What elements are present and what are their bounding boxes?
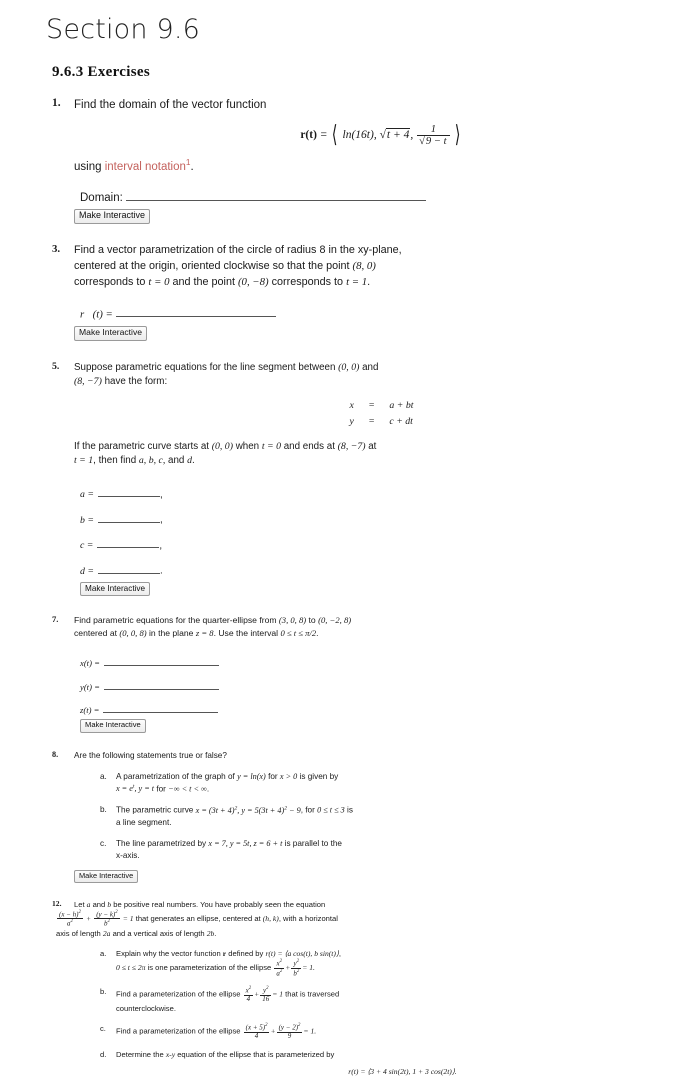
part-letter: b. <box>100 805 107 815</box>
exercise-number: 1. <box>52 97 61 110</box>
exercise-prompt-line-3 <box>56 928 689 939</box>
blank-row-b <box>80 513 689 528</box>
system-equals: = <box>368 400 375 412</box>
formula-component-3: $\frac{1}{√9 - t}$ <box>417 124 449 147</box>
ellipse-parameterization-formula: r(t) = ⟨3 + 4 sin(2t), 1 + 3 cos(2t)⟩. <box>348 1067 457 1077</box>
exercise-prompt-line-1 <box>74 899 689 910</box>
prompt-text: and <box>90 899 108 909</box>
blank-input-c[interactable] <box>97 539 159 548</box>
blank-label: c = <box>80 540 94 552</box>
prompt-text: is one parameterization of the ellipse <box>145 963 274 973</box>
prompt-text: Find a parameterization of the ellipse <box>116 989 243 999</box>
part-letter: a. <box>100 948 107 958</box>
blank-trailing: . <box>159 565 163 577</box>
prompt-text: equation of the ellipse that is parameterized by <box>175 1050 335 1060</box>
blank-row-d <box>80 564 689 579</box>
curve-equations: $x = (3t + 4)^2$, $y = 5(3t + 4)^2 - 9$ <box>195 805 301 815</box>
prompt-text: centered at <box>74 627 120 638</box>
t-equals-0: t = 0 <box>148 275 170 288</box>
part-b <box>100 986 689 1014</box>
prompt-text: is <box>344 805 353 815</box>
var-a: a <box>86 899 91 909</box>
prompt-text: . <box>206 784 210 794</box>
point-8-neg7: (8, −7) <box>337 440 366 452</box>
point-0-0: (0, 0) <box>338 361 360 373</box>
t-equals-1: t = 1 <box>74 454 94 466</box>
rvec-input-blank[interactable] <box>116 307 276 317</box>
param-x-e-t: $x = e^t$, y = t <box>116 783 155 794</box>
prompt-text: Explain why the vector function <box>116 948 223 958</box>
exercise-8 <box>52 750 689 883</box>
domain-input-blank[interactable] <box>126 190 426 201</box>
blank-label: d = <box>80 565 94 577</box>
system-lhs: y <box>349 416 354 428</box>
equals-one: = 1 <box>122 913 134 923</box>
prompt-text: axis of length <box>56 928 103 938</box>
using-text: using <box>74 161 102 174</box>
prompt-text: corresponds to <box>268 275 347 288</box>
prompt-text: for <box>154 784 169 794</box>
prompt-text: is given by <box>297 771 339 781</box>
blank-input-x[interactable] <box>104 658 219 666</box>
coeff-d: d <box>187 454 193 466</box>
blank-row-c <box>80 539 689 554</box>
blank-label: a = <box>80 489 94 501</box>
part-letter: c. <box>100 838 107 848</box>
blank-input-b[interactable] <box>98 513 160 522</box>
part-c <box>100 1023 689 1040</box>
prompt-text: be positive real numbers. You have probably seen the equation <box>111 899 326 909</box>
prompt-text: The line parametrized by <box>116 838 209 848</box>
plus-sign: + <box>270 1026 276 1036</box>
prompt-text: . <box>192 454 195 466</box>
blank-input-d[interactable] <box>98 564 160 573</box>
ellipse-b-term-2: $\frac{y^2}{16}$ <box>262 986 270 1003</box>
t-equals-1: t = 1 <box>346 275 368 288</box>
rvec-answer-row <box>80 307 689 323</box>
prompt-text: , <box>338 948 342 958</box>
t-range: 0 ≤ t ≤ 3 <box>317 805 345 815</box>
blank-row-a <box>80 488 689 503</box>
var-b: b <box>107 899 112 909</box>
part-letter: c. <box>100 1024 106 1034</box>
make-interactive-wrap-5 <box>80 579 689 596</box>
part-a <box>100 771 689 796</box>
system-equals: = <box>368 416 375 428</box>
make-interactive-wrap-8 <box>74 867 689 883</box>
part-letter: d. <box>100 1050 107 1060</box>
exercise-number: 7. <box>52 614 59 625</box>
point-3-0-8: (3, 0, 8) <box>278 615 307 626</box>
plus-sign: + <box>285 963 291 973</box>
blank-input-z[interactable] <box>103 705 218 713</box>
point-0-0-8: (0, 0, 8) <box>119 627 147 638</box>
part-b <box>100 804 689 829</box>
exercise-prompt-line-2 <box>74 259 689 275</box>
prompt-text: that is traversed <box>283 989 340 999</box>
system-row-x <box>345 398 419 414</box>
prompt-text: Find a parameterization of the ellipse <box>116 1026 243 1036</box>
exercise-prompt-line-2 <box>74 375 689 389</box>
prompt-text: centered at the origin, oriented clockwise so that the point <box>74 259 353 272</box>
blank-label: x(t) = <box>80 658 100 669</box>
make-interactive-wrap-7 <box>80 716 689 732</box>
ellipse-term-1: $\frac{x^2}{a^2}$ <box>276 958 283 977</box>
prompt-text: . Use the interval <box>213 627 281 638</box>
line-equations: x = 7, y = 5t, z = 6 + t <box>208 838 283 848</box>
point-0-neg2-8: (0, −2, 8) <box>318 615 352 626</box>
exercise-5 <box>52 361 689 596</box>
x-greater-0: x > 0 <box>279 771 298 781</box>
axis-2a: 2a <box>102 928 111 938</box>
angle-bracket-close-icon: ⟩ <box>455 122 461 149</box>
ellipse-c-term-2: $\frac{(y - 2)^2}{9}$ <box>278 1023 301 1040</box>
exercise-prompt-line-1 <box>74 614 689 626</box>
blank-trailing: , <box>159 514 163 526</box>
ellipse-standard-equation-line <box>56 910 689 928</box>
angle-bracket-open-icon: ⟨ <box>332 122 338 149</box>
prompt-text: Determine the <box>116 1050 166 1060</box>
part-letter: a. <box>100 771 107 781</box>
point-8-0: (8, 0) <box>352 259 376 272</box>
r-of-t-definition: r(t) = ⟨a cos(t), b sin(t)⟩ <box>265 948 339 958</box>
vector-function-formula: r(t) = ⟨ ln(16t), √t + 4, $\frac{1}{√9 - t}$ ⟩ <box>300 122 461 149</box>
period: . <box>190 161 194 174</box>
formula-equals: = <box>319 129 328 142</box>
prompt-text: and the point <box>169 275 238 288</box>
part-c <box>100 838 689 862</box>
exercise-follow-up <box>74 440 689 468</box>
blank-label: b = <box>80 514 94 526</box>
blank-trailing: , <box>159 540 163 552</box>
exercise-prompt-line-1: Find a vector parametrization of the circle of radius 8 in the xy-plane, <box>74 244 402 257</box>
make-interactive-wrap-3 <box>74 323 689 341</box>
blank-label: y(t) = <box>80 681 100 692</box>
prompt-text: to <box>306 615 319 626</box>
exercise-prompt-line-1 <box>74 361 689 375</box>
point-8-neg7: (8, −7) <box>74 375 102 387</box>
system-row-y <box>345 414 419 430</box>
prompt-text: and ends at <box>281 440 338 452</box>
system-lhs: x <box>349 400 354 412</box>
t-equals-0: t = 0 <box>261 440 281 452</box>
y-equals-ln-x: y = ln(x) <box>237 771 266 781</box>
plus-sign: + <box>254 989 260 999</box>
axis-2b: 2b <box>206 928 215 938</box>
parametric-system <box>345 398 419 430</box>
coeff-list: a, b, c, <box>138 454 166 466</box>
prompt-text: If the parametric curve starts at <box>74 440 212 452</box>
prompt-text: when <box>232 440 262 452</box>
exercise-number: 5. <box>52 360 60 372</box>
blank-input-a[interactable] <box>98 488 160 497</box>
formula-component-2: √t + 4 <box>379 129 410 142</box>
exercise-prompt-line-3 <box>74 275 689 291</box>
prompt-text: Find parametric equations for the quarter-ellipse from <box>74 615 279 626</box>
ellipse-b-term-1: $\frac{x^2}{4}$ <box>245 986 252 1003</box>
prompt-text: defined by <box>226 948 266 958</box>
prompt-text: for <box>265 771 280 781</box>
formula-component-1: ln(16t) <box>342 129 374 142</box>
prompt-text: and a vertical axis of length <box>110 928 207 938</box>
prompt-text: , for <box>300 805 318 815</box>
exercise-8-parts <box>100 771 689 862</box>
exercise-prompt: Are the following statements true or false? <box>74 750 227 760</box>
plane-z-equals-8: z = 8 <box>195 627 214 638</box>
prompt-text: x-axis. <box>116 850 140 860</box>
prompt-text: counterclockwise. <box>116 1004 176 1014</box>
x-y-label: x-y <box>165 1050 176 1060</box>
equals-one: = 1. <box>302 963 315 973</box>
footnote-marker[interactable]: 1 <box>185 158 191 168</box>
formula-lhs: r(t) <box>300 129 317 142</box>
prompt-text: a line segment. <box>116 817 172 827</box>
blank-input-y[interactable] <box>104 681 219 689</box>
point-0-0: (0, 0) <box>211 440 233 452</box>
worksheet-page <box>0 14 689 1077</box>
exercise-prompt: Find the domain of the vector function <box>74 99 267 112</box>
system-rhs: a + bt <box>389 400 414 412</box>
blank-row-y <box>80 681 689 693</box>
ellipse-term-2: $\frac{y^2}{b^2}$ <box>293 958 300 977</box>
exercise-number: 12. <box>52 898 62 908</box>
prompt-text: in the plane <box>146 627 196 638</box>
exercise-number: 8. <box>52 749 59 759</box>
part-d <box>100 1049 689 1077</box>
blank-trailing: , <box>159 489 163 501</box>
exercise-12-parts <box>100 948 689 1077</box>
prompt-text: . <box>214 928 217 938</box>
exercise-7 <box>52 614 689 733</box>
part-letter: b. <box>100 987 107 997</box>
t-interval: 0 ≤ t ≤ π/2 <box>280 627 317 638</box>
prompt-text: . <box>316 627 319 638</box>
interval-notation-link[interactable]: interval notation <box>104 161 186 174</box>
prompt-text: , with a horizontal <box>278 913 338 923</box>
exercise-12 <box>52 899 689 1077</box>
ellipse-c-term-1: $\frac{(x + 5)^2}{4}$ <box>245 1023 268 1040</box>
t-range: −∞ < t < ∞ <box>168 784 207 794</box>
rvec-label: r⃗(t) = <box>80 308 113 321</box>
exercise-3 <box>52 243 689 340</box>
make-interactive-button[interactable]: Make Interactive <box>74 209 150 224</box>
vector-r-symbol: r <box>222 948 227 958</box>
domain-label: Domain: <box>80 191 123 204</box>
prompt-text: Suppose parametric equations for the line segment between <box>74 361 339 373</box>
domain-answer-row <box>80 190 689 207</box>
make-interactive-button[interactable]: Make Interactive <box>80 719 146 732</box>
exercise-number: 3. <box>52 243 61 256</box>
part-a <box>100 948 689 977</box>
prompt-text: , then find <box>93 454 139 466</box>
prompt-text: The parametric curve <box>116 805 196 815</box>
system-rhs: c + dt <box>389 416 413 428</box>
subsection-heading: 9.6.3 Exercises <box>52 64 150 81</box>
equals-one: = 1. <box>303 1026 317 1036</box>
blank-row-x <box>80 657 689 669</box>
prompt-text: and <box>359 361 379 373</box>
ellipse-term-2: $\frac{(y - k)^2}{b^2}$ <box>96 909 118 928</box>
t-interval: 0 ≤ t ≤ 2π <box>116 963 146 973</box>
prompt-text: is parallel to the <box>282 838 342 848</box>
interval-notation-line <box>74 157 689 176</box>
prompt-text: have the form: <box>101 375 168 387</box>
make-interactive-button[interactable]: Make Interactive <box>74 870 138 883</box>
exercise-1 <box>52 97 689 224</box>
equals-one: = 1 <box>272 989 284 999</box>
blank-row-z <box>80 704 689 716</box>
center-h-k: (h, k) <box>262 913 279 923</box>
exercise-prompt-line-2 <box>74 627 689 639</box>
make-interactive-wrap-1 <box>74 206 689 224</box>
make-interactive-button[interactable]: Make Interactive <box>80 582 150 596</box>
prompt-text: at <box>365 440 377 452</box>
page-title: Section 9.6 <box>46 14 201 45</box>
point-0-neg8: (0, −8) <box>237 275 269 288</box>
ellipse-term-1: $\frac{(x - h)^2}{a^2}$ <box>59 909 81 928</box>
plus-sign: + <box>85 913 92 923</box>
blank-label: z(t) = <box>80 705 100 715</box>
prompt-text: that generates an ellipse, centered at <box>133 913 263 923</box>
prompt-text: corresponds to <box>74 275 149 288</box>
prompt-text: . <box>367 275 371 288</box>
make-interactive-button[interactable]: Make Interactive <box>74 326 147 340</box>
prompt-text: A parametrization of the graph of <box>116 771 238 781</box>
prompt-text: and <box>165 454 188 466</box>
prompt-text: Let <box>74 899 87 909</box>
